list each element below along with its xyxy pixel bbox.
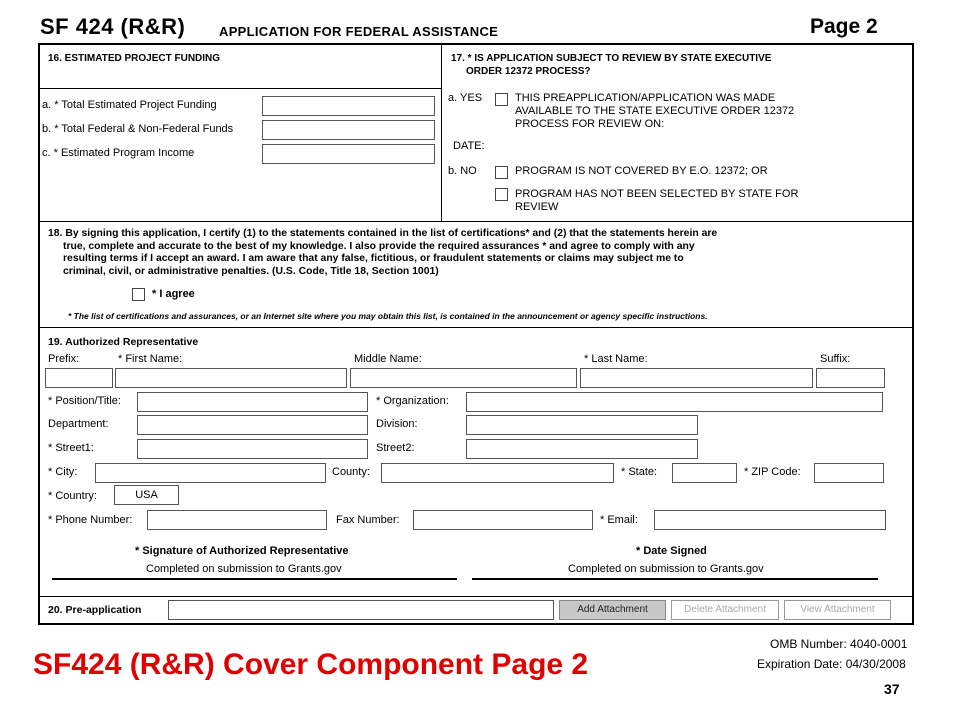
yes-text [515, 92, 794, 131]
yes-text-line3: PROCESS FOR REVIEW ON: [515, 118, 665, 130]
section16-title: 16. ESTIMATED PROJECT FUNDING [48, 53, 221, 64]
street2-input[interactable] [466, 439, 698, 459]
county-input[interactable] [381, 463, 614, 483]
country-input[interactable]: USA [114, 485, 179, 505]
signature-value: Completed on submission to Grants.gov [146, 563, 342, 575]
street1-label: * Street1: [48, 442, 94, 454]
last-name-input[interactable] [580, 368, 813, 388]
slide-caption: SF424 (R&R) Cover Component Page 2 [33, 648, 589, 681]
not-selected-line2: REVIEW [515, 201, 559, 213]
department-label: Department: [48, 418, 109, 430]
organization-label: * Organization: [376, 395, 449, 407]
total-funding-input[interactable] [262, 96, 435, 116]
section19-title: 19. Authorized Representative [48, 336, 199, 348]
page-label: Page 2 [810, 15, 878, 38]
street1-input[interactable] [137, 439, 368, 459]
country-label: * Country: [48, 490, 97, 502]
date-signed-line [472, 578, 878, 580]
county-label: County: [332, 466, 370, 478]
add-attachment-button[interactable]: Add Attachment [559, 600, 666, 620]
email-label: * Email: [600, 514, 638, 526]
program-income-label: c. * Estimated Program Income [42, 147, 195, 159]
delete-attachment-button[interactable]: Delete Attachment [671, 600, 779, 620]
not-covered-label: PROGRAM IS NOT COVERED BY E.O. 12372; OR [515, 165, 768, 177]
section17-title-line1: 17. * IS APPLICATION SUBJECT TO REVIEW BY STATE EXECUTIVE [451, 53, 772, 64]
certification-line1: 18. By signing this application, I certify (1) to the statements contained in the list of certifications* and (2) that the statements herein are [48, 228, 718, 239]
not-selected-checkbox[interactable] [495, 188, 508, 201]
agree-checkbox[interactable] [132, 288, 145, 301]
street2-label: Street2: [376, 442, 415, 454]
first-name-input[interactable] [115, 368, 347, 388]
yes-text-line2: AVAILABLE TO THE STATE EXECUTIVE ORDER 12372 [515, 105, 795, 117]
middle-name-input[interactable] [350, 368, 577, 388]
state-input[interactable] [672, 463, 737, 483]
total-funding-label: a. * Total Estimated Project Funding [42, 99, 217, 111]
position-label: * Position/Title: [48, 395, 121, 407]
omb-number: OMB Number: 4040-0001 [770, 637, 908, 651]
certification-line4: criminal, civil, or administrative penalties. (U.S. Code, Title 18, Section 1001) [63, 265, 439, 277]
slide-page-number: 37 [884, 681, 900, 697]
expiration-date: Expiration Date: 04/30/2008 [757, 657, 906, 671]
yes-checkbox[interactable] [495, 93, 508, 106]
zip-input[interactable] [814, 463, 884, 483]
form-title: APPLICATION FOR FEDERAL ASSISTANCE [219, 24, 499, 39]
review-date-label: DATE: [453, 140, 485, 152]
date-signed-value: Completed on submission to Grants.gov [568, 563, 764, 575]
suffix-input[interactable] [816, 368, 885, 388]
not-selected-text [515, 188, 798, 214]
prefix-label: Prefix: [48, 353, 80, 365]
program-income-input[interactable] [262, 144, 435, 164]
suffix-label: Suffix: [820, 353, 851, 365]
zip-label: * ZIP Code: [744, 466, 801, 478]
first-name-label: * First Name: [118, 353, 183, 365]
view-attachment-button[interactable]: View Attachment [784, 600, 891, 620]
email-input[interactable] [654, 510, 886, 530]
section16-header [38, 43, 442, 89]
signature-line [52, 578, 457, 580]
certification-text [48, 228, 717, 278]
signature-label: * Signature of Authorized Representative [135, 545, 349, 557]
certification-line3: resulting terms if I accept an award. I am aware that any false, fictitious, or fraudulent statements or claims may subject me to [63, 253, 684, 264]
division-label: Division: [376, 418, 418, 430]
not-selected-line1: PROGRAM HAS NOT BEEN SELECTED BY STATE FOR [515, 188, 799, 200]
certification-line2: true, complete and accurate to the best of my knowledge. I also provide the required assurances * and agree to comply with any [63, 240, 695, 252]
middle-name-label: Middle Name: [354, 353, 422, 365]
phone-label: * Phone Number: [48, 514, 133, 526]
position-input[interactable] [137, 392, 368, 412]
not-covered-checkbox[interactable] [495, 166, 508, 179]
yes-text-line1: THIS PREAPPLICATION/APPLICATION WAS MADE [515, 92, 776, 104]
fax-label: Fax Number: [336, 514, 400, 526]
form-id: SF 424 (R&R) [40, 14, 186, 39]
city-input[interactable] [95, 463, 326, 483]
state-label: * State: [621, 466, 658, 478]
pre-application-input[interactable] [168, 600, 554, 620]
phone-input[interactable] [147, 510, 327, 530]
certification-footnote: * The list of certifications and assurances, or an Internet site where you may obtain this list, is contained in the announcement or agency specific instructions. [68, 311, 708, 321]
date-signed-label: * Date Signed [636, 545, 707, 557]
division-input[interactable] [466, 415, 698, 435]
federal-funds-input[interactable] [262, 120, 435, 140]
yes-label: a. YES [448, 92, 483, 104]
city-label: * City: [48, 466, 78, 478]
department-input[interactable] [137, 415, 368, 435]
prefix-input[interactable] [45, 368, 113, 388]
organization-input[interactable] [466, 392, 883, 412]
fax-input[interactable] [413, 510, 593, 530]
section17-title-line2: ORDER 12372 PROCESS? [466, 66, 591, 77]
agree-label: * I agree [152, 288, 195, 300]
last-name-label: * Last Name: [584, 353, 648, 365]
section20-title: 20. Pre-application [48, 604, 142, 616]
federal-funds-label: b. * Total Federal & Non-Federal Funds [42, 123, 234, 135]
no-label: b. NO [448, 165, 477, 177]
